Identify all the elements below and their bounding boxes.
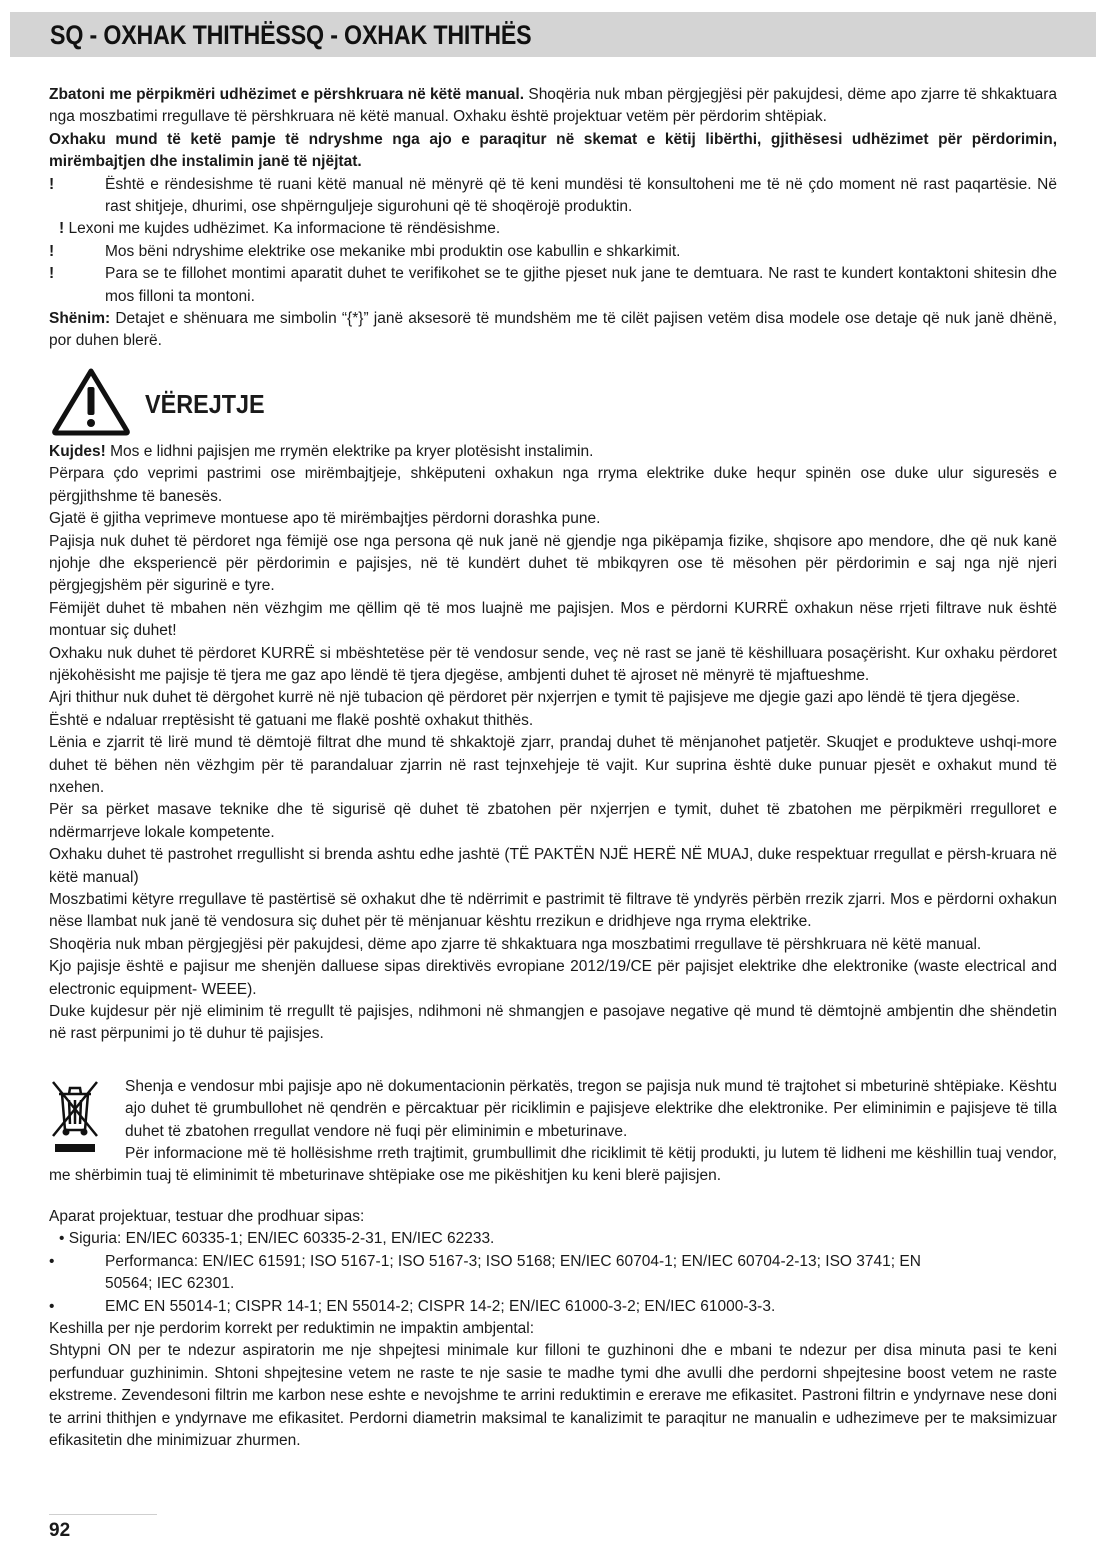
bullet-icon: • <box>49 1252 55 1270</box>
main-content <box>49 84 1057 1452</box>
warning-paragraph: Ajri thithur nuk duhet të dërgohet kurrë në një tubacion që përdoret për nxjerrjen e tymit të pajisjeve me djegie gazi apo lëndë të tjera djegëse. <box>49 689 1021 707</box>
standards-text: Siguria: EN/IEC 60335-1; EN/IEC 60335-2-31, EN/IEC 62233. <box>68 1230 495 1248</box>
exclamation-icon: ! <box>49 175 55 193</box>
warning-triangle-icon <box>51 367 131 437</box>
warning-title: VËREJTJE <box>145 388 265 419</box>
warning-paragraph: Është e ndaluar rreptësisht të gatuani me flakë poshtë oxhakut thithës. <box>49 711 534 729</box>
kujdes-paragraph <box>49 441 1057 463</box>
page-title: SQ - OXHAK THITHËSSQ - OXHAK THITHËS <box>50 20 532 50</box>
warning-paragraph: Oxhaku nuk duhet të përdoret KURRË si mbështetëse për të vendosur sende, veç në rast se janë të këshilluara posaçërisht. Kur oxhaku përdoret njëkohësisht me pajisje të tjera me gaz apo lëndë të tjera djegëse, ambjenti duhet të ajroset në mënyrë të mjaftueshme. <box>49 644 1057 684</box>
bang-text: Mos bëni ndryshime elektrike ose mekanike mbi produktin ose kabullin e shkarkimit. <box>105 242 681 260</box>
weee-text-continued: Për informacione më të hollësishme rreth trajtimit, grumbullimit dhe riciklimit të këtij produkti, ju lutem të lidheni me këshillin tuaj vendor, me shërbimin tuaj të eliminimit të mbeturinave shtëpiake ose me pikëshitjen ku keni blerë pajisjen. <box>49 1145 1057 1185</box>
spacer <box>49 1188 1057 1206</box>
note-text: Detajet e shënuara me simbolin “{*}” janë aksesorë të mundshëm me të cilët pajisen vetëm disa modele ose detaje që nuk janë dhënë, por duhen blerë. <box>49 310 1057 350</box>
bang-text: Para se te fillohet montimi aparatit duhet te verifikohet se te gjithe pjeset nuk jane te demtuara. Ne rast te kundert kontaktoni shitesin dhe mos filloni ta montoni. <box>105 265 1057 305</box>
intro-text: Shoqëria nuk mban përgjegjësi për pakujdesi, dëme apo zjarre të shkaktuara nga moszbatimi rregullave të përshkruara në këtë manual. Oxhaku është projektuar vetëm për përdorim shtëpiak. <box>49 86 1057 126</box>
warning-paragraph: Kjo pajisje është e pajisur me shenjën dalluese sipas direktivës evropiane 2012/19/CE për pajisjet elektrike dhe elektronike (waste electrical and electronic equipment- WEEE). <box>49 958 1057 998</box>
standards-heading: Aparat projektuar, testuar dhe prodhuar sipas: <box>49 1207 365 1225</box>
warning-paragraph: Lënia e zjarrit të lirë mund të dëmtojë filtrat dhe mund të shkaktojë zjarr, prandaj duhet të mënjanohet patjetër. Skuqjet e produkteve ushqi-more duhet të bëhen nën vëzhgim për të parandaluar zjarrin në rast tejnxehjeje të vajit. Kur suprina është duke punuar pjesët e oxhakut mund të nxehen. <box>49 734 1057 796</box>
bang-item <box>49 218 1057 240</box>
footer-divider <box>49 1514 157 1515</box>
crossed-bin-icon <box>49 1076 101 1156</box>
warning-paragraph: Gjatë ë gjitha veprimeve montuese apo të mirëmbajtjes përdorni dorashka pune. <box>49 510 601 528</box>
exclamation-icon: ! <box>59 220 65 238</box>
standards-item <box>49 1251 1057 1296</box>
standards-item <box>49 1296 1057 1318</box>
bang-item <box>49 263 1057 308</box>
intro-bold-paragraph: Oxhaku mund të ketë pamje të ndryshme nga ajo e paraqitur në skemat e këtij libërthi, gjithësesi udhëzimet për përdorimin, mirëmbajtjen dhe instalimin janë të njëjtat. <box>49 130 1057 171</box>
warning-paragraph: Fëmijët duhet të mbahen nën vëzhgim me qëllim që të mos luajnë me pajisjen. Mos e përdorni KURRË oxhakun nëse rrjeti filtrave nuk është montuar siç duhet! <box>49 599 1057 640</box>
warning-paragraph: Duke kujdesur për një eliminim të rregullt të pajisjes, ndihmoni në shmangjen e pasojave negative që mund të dëmtojnë ambjentin dhe shëndetin në rast përpunimi jo të duhur të pajisjes. <box>49 1003 1057 1043</box>
weee-text: Shenja e vendosur mbi pajisje apo në dokumentacionin përkatës, tregon se pajisja nuk mund të trajtohet si mbeturinë shtëpiake. Kështu ajo duhet të grumbullohet në qendrën e përcaktuar për riciklimin e pajisjeve elektrike dhe elektronike. Per eliminimin e pajisjeve të tilla duhet të zbatohen rregullat vendore në fuqi për eliminimin e mbeturinave. <box>125 1077 1057 1140</box>
warning-paragraph: Pajisja nuk duhet të përdoret nga fëmijë ose nga persona që nuk janë në gjendje nga pikëpamja fizike, shqisore apo mendore, dhe që nuk kanë njohje dhe eksperiencë për përdorimin e pajisjes, në të kundërt duhet të mbikqyren ose të mësohen për përdorimin e saj nga një njeri përgjegjshëm për sigurinë e tyre. <box>49 532 1057 595</box>
advice-paragraph: Shtypni ON per te ndezur aspiratorin me nje shpejtesi minimale kur filloni te guzhinoni dhe e mbani te ndezur per disa minuta pasi te keni perfunduar guzhinimin. Shtoni shpejtesine vetem ne raste te nje sasie te madhe tymi dhe avulli dhe perdorni shpejtesine boost vetem ne raste ekstreme. Zevendesoni filtrin me karbon nese eshte e nevojshme te arrini reduktimin e ererave me efikasitet. Pastroni filtrin e yndyrnave nese doni te arrini thithjen e yndyrnave me efikasitet. Perdorni diametrin maksimal te kanalizimit te paraqitur ne manualin e udhezimeve per te maksimizuar efikasitetin dhe minimizuar zhurmen. <box>49 1342 1057 1449</box>
warning-paragraph: Për sa përket masave teknike dhe të sigurisë që duhet të zbatohen për nxjerrjen e tymit, duhet të zbatohen me përpikmëri rregulloret e ndërmarrjeve lokale kompetente. <box>49 801 1057 841</box>
exclamation-icon: ! <box>49 242 55 260</box>
kujdes-label: Kujdes! <box>49 442 106 460</box>
warning-paragraph: Oxhaku duhet të pastrohet rregullisht si brenda ashtu edhe jashtë (TË PAKTËN NJË HERË NË MUAJ, duke respektuar rregullat e përsh-kruara në këtë manual) <box>49 846 1057 886</box>
bullet-icon: • <box>59 1230 65 1248</box>
advice-heading: Keshilla per nje perdorim korrekt per reduktimin ne impaktin ambjental: <box>49 1319 535 1337</box>
standards-text: EMC EN 55014-1; CISPR 14-1; EN 55014-2; CISPR 14-2; EN/IEC 61000-3-2; EN/IEC 61000-3-3. <box>105 1297 776 1315</box>
page-number: 92 <box>49 1520 71 1541</box>
warning-heading <box>49 367 1057 441</box>
intro-bold: Zbatoni me përpikmëri udhëzimet e përshkruara në këtë manual. <box>49 86 524 103</box>
note-paragraph <box>49 308 1057 353</box>
intro-paragraph <box>49 84 1057 129</box>
standards-item <box>49 1228 1057 1250</box>
bang-text: Është e rëndesishme të ruani këtë manual në mënyrë që të keni mundësi të konsultoheni me të në çdo moment në rast paqartësie. Në rast shitjeje, dhurimi, ose shpërnguljeje sigurohuni që të shoqërojë produktin. <box>105 175 1057 216</box>
warning-paragraph: Përpara çdo veprimi pastrimi ose mirëmbajtjeje, shkëputeni oxhakun nga rryma elektrike duke hequr spinën ose duke ulur siguresës e përgjithshme të banesës. <box>49 465 1057 505</box>
standards-text: Performanca: EN/IEC 61591; ISO 5167-1; ISO 5167-3; ISO 5168; EN/IEC 60704-1; EN/IEC 60704-2-13; ISO 3741; EN 50564; IEC 62301. <box>105 1252 921 1293</box>
bang-item <box>49 241 1057 263</box>
kujdes-text: Mos e lidhni pajisjen me rrymën elektrike pa kryer plotësisht instalimin. <box>105 442 594 460</box>
warning-paragraph: Shoqëria nuk mban përgjegjësi për pakujdesi, dëme apo zjarre të shkaktuara nga moszbatimi rregullave të përshkruara në këtë manual. <box>49 935 982 953</box>
note-label: Shënim: <box>49 310 111 328</box>
bang-text: Lexoni me kujdes udhëzimet. Ka informacione të rëndësishme. <box>68 220 501 238</box>
bang-item <box>49 174 1057 219</box>
bullet-icon: • <box>49 1297 55 1315</box>
weee-section <box>49 1076 1057 1188</box>
warning-paragraph: Moszbatimi këtyre rregullave të pastërtisë së oxhakut dhe të ndërrimit e pastrimit të filtrave të yndyrës përbën rrezik zjarri. Mos e përdorni oxhakun nëse llambat nuk janë të vendosura siç duhet për të mënjanuar kështu rrezikun e dridhjeve nga rryma elektrike. <box>49 891 1057 931</box>
exclamation-icon: ! <box>49 265 55 283</box>
